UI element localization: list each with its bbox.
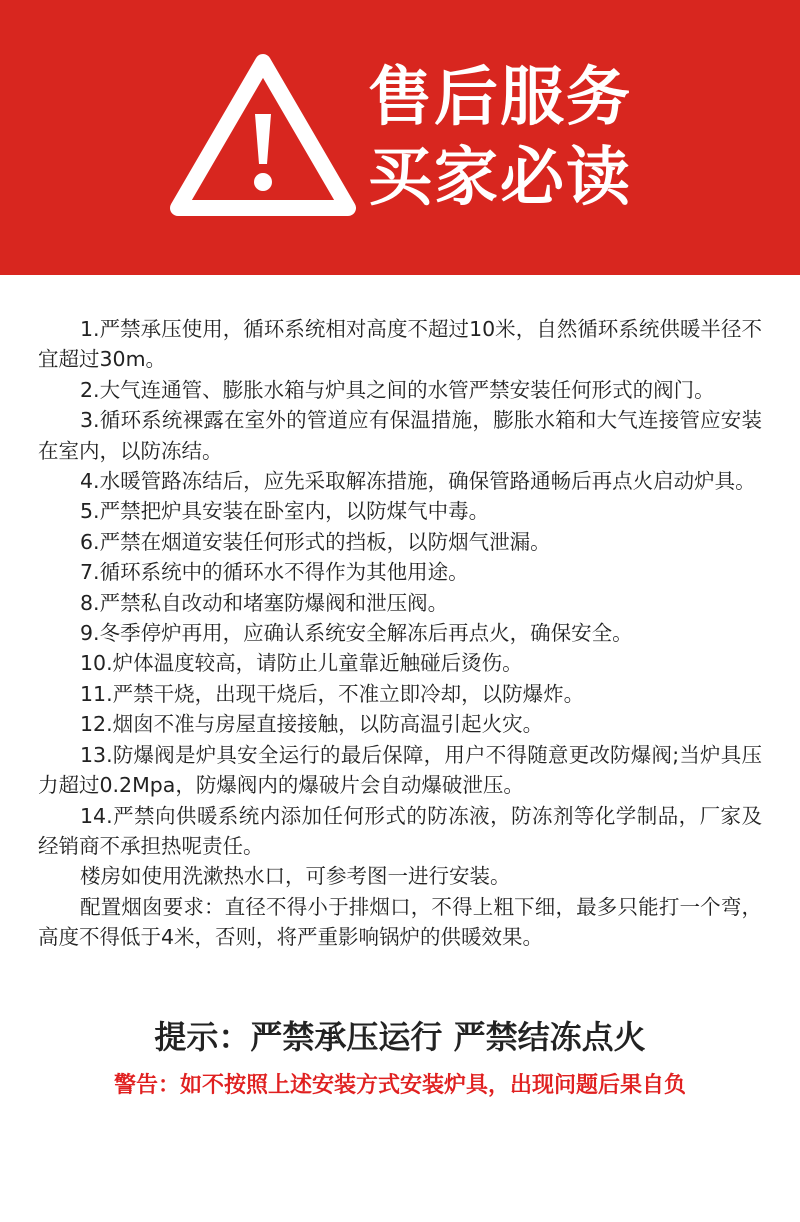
notice-item: 9.冬季停炉再用，应确认系统安全解冻后再点火，确保安全。 [80, 621, 633, 646]
notice-item: 14.严禁向供暖系统内添加任何形式的防冻液，防冻剂等化学制品，厂家及经销商不承担热呢责任。 [38, 803, 762, 858]
notice-item: 4.水暖管路冻结后，应先采取解冻措施，确保管路通畅后再点火启动炉具。 [80, 469, 756, 494]
notice-item: 楼房如使用洗漱热水口，可参考图一进行安装。 [80, 864, 511, 889]
title-line-1: 售后服务 [368, 61, 632, 135]
hint-text: 提示：严禁承压运行 严禁结冻点火 [154, 1018, 646, 1056]
warning-text: 警告：如不按照上述安装方式安装炉具，出现问题后果自负 [113, 1073, 686, 1098]
warning-triangle-icon [170, 52, 356, 218]
notice-item: 11.严禁干烧，出现干烧后，不准立即冷却，以防爆炸。 [80, 681, 585, 706]
notice-item: 配置烟囱要求：直径不得小于排烟口，不得上粗下细，最多只能打一个弯，高度不得低于4米，否则，将严重影响锅炉的供暖效果。 [38, 894, 762, 950]
notice-item: 10.炉体温度较高，请防止儿童靠近触碰后烫伤。 [80, 651, 523, 676]
notice-list [38, 314, 762, 953]
notice-item: 6.严禁在烟道安装任何形式的挡板，以防烟气泄漏。 [80, 529, 551, 554]
page-title [368, 58, 632, 218]
notice-item: 1.严禁承压使用，循环系统相对高度不超过10米，自然循环系统供暖半径不宜超过30m。 [38, 317, 762, 372]
notice-item: 3.循环系统裸露在室外的管道应有保温措施，膨胀水箱和大气连接管应安装在室内，以防冻结。 [38, 408, 762, 463]
title-line-2: 买家必读 [368, 141, 632, 215]
notice-item: 7.循环系统中的循环水不得作为其他用途。 [80, 560, 469, 585]
notice-item: 13.防爆阀是炉具安全运行的最后保障，用户不得随意更改防爆阀;当炉具压力超过0.2Mpa，防爆阀内的爆破片会自动爆破泄压。 [38, 742, 762, 798]
notice-item: 8.严禁私自改动和堵塞防爆阀和泄压阀。 [80, 590, 449, 615]
notice-item: 12.烟囱不准与房屋直接接触，以防高温引起火灾。 [80, 712, 544, 737]
header-banner [0, 0, 800, 275]
notice-item: 2.大气连通管、膨胀水箱与炉具之间的水管严禁安装任何形式的阀门。 [80, 377, 715, 402]
notice-item: 5.严禁把炉具安装在卧室内，以防煤气中毒。 [80, 499, 490, 524]
